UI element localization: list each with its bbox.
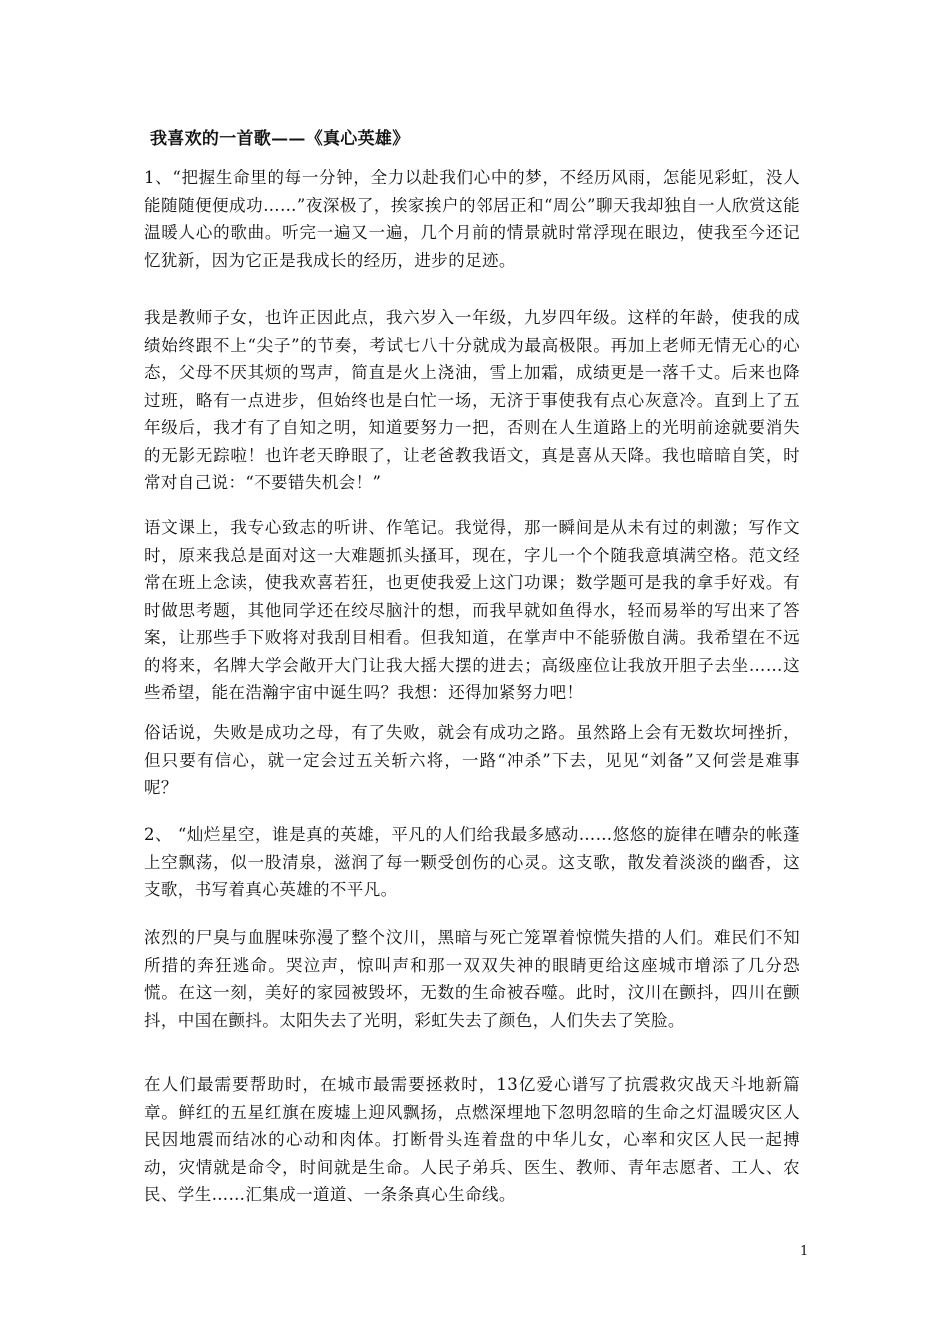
paragraph-3: 语文课上，我专心致志的听讲、作笔记。我觉得，那一瞬间是从未有过的刺激；写作文时，原来我总是面对这一大难题抓头搔耳，现在，字儿一个个随我意填满空格。范文经常在班上念读，使我欢喜若狂，也更使我爱上这门功课；数学题可是我的拿手好戏。有时做思考题，其他同学还在绞尽脑汁的想，而我早就如鱼得水，轻而易举的写出来了答案，让那些手下败将对我刮目相看。但我知道，在掌声中不能骄傲自满。我希望在不远的将来，名牌大学会敞开大门让我大摇大摆的进去；高级座位让我放开胆子去坐……这些希望，能在浩瀚宇宙中诞生吗？我想：还得加紧努力吧！ xyxy=(144,518,800,702)
paragraph-6: 浓烈的尸臭与血腥味弥漫了整个汶川，黑暗与死亡笼罩着惊慌失措的人们。难民们不知所措的奔狂逃命。哭泣声，惊叫声和那一双双失神的眼睛更给这座城市增添了几分恐慌。在这一刻，美好的家园被毁坏，无数的生命被吞噬。此时，汶川在颤抖，四川在颤抖，中国在颤抖。太阳失去了光明，彩虹失去了颜色，人们失去了笑脸。 xyxy=(144,928,800,1030)
paragraph-5: 2、 “灿烂星空，谁是真的英雄，平凡的人们给我最多感动……悠悠的旋律在嘈杂的帐蓬上空飘荡，似一股清泉，滋润了每一颗受创伤的心灵。这支歌，散发着淡淡的幽香，这支歌，书写着真心英雄的不平凡。 xyxy=(144,825,800,899)
paragraph-7: 在人们最需要帮助时，在城市最需要拯救时，13亿爱心谱写了抗震救灾战天斗地新篇章。鲜红的五星红旗在废墟上迎风飘扬，点燃深埋地下忽明忽暗的生命之灯温暖灾区人民因地震而结冰的心动和肉体。打断骨头连着盘的中华儿女，心率和灾区人民一起搏动，灾情就是命令，时间就是生命。人民子弟兵、医生、教师、青年志愿者、工人、农民、学生……汇集成一道道、一条条真心生命线。 xyxy=(144,1075,800,1204)
document-title: 我喜欢的一首歌——《真心英雄》 xyxy=(150,129,410,149)
page-number: 1 xyxy=(800,1244,809,1259)
paragraph-4: 俗话说，失败是成功之母，有了失败，就会有成功之路。虽然路上会有无数坎坷挫折，但只要有信心，就一定会过五关斩六将，一路“冲杀”下去，见见“刘备”又何尝是难事呢？ xyxy=(144,723,800,797)
paragraph-1: 1、“把握生命里的每一分钟，全力以赴我们心中的梦，不经历风雨，怎能见彩虹，没人能随随便便成功……”夜深极了，挨家挨户的邻居正和“周公”聊天我却独自一人欣赏这能温暖人心的歌曲。听完一遍又一遍，几个月前的情景就时常浮现在眼边，使我至今还记忆犹新，因为它正是我成长的经历，进步的足迹。 xyxy=(144,168,800,270)
paragraph-2: 我是教师子女，也许正因此点，我六岁入一年级，九岁四年级。这样的年龄，使我的成绩始终跟不上“尖子”的节奏，考试七八十分就成为最高极限。再加上老师无情无心的心态，父母不厌其烦的骂声，简直是火上浇油，雪上加霜，成绩更是一落千丈。后来也降过班，略有一点进步，但始终也是白忙一场，无济于事使我有点心灰意冷。直到上了五年级后，我才有了自知之明，知道要努力一把，否则在人生道路上的光明前途就要消失的无影无踪啦！也许老天睁眼了，让老爸教我语文，真是喜从天降。我也暗暗自笑，时常对自己说：“不要错失机会！” xyxy=(144,308,800,492)
